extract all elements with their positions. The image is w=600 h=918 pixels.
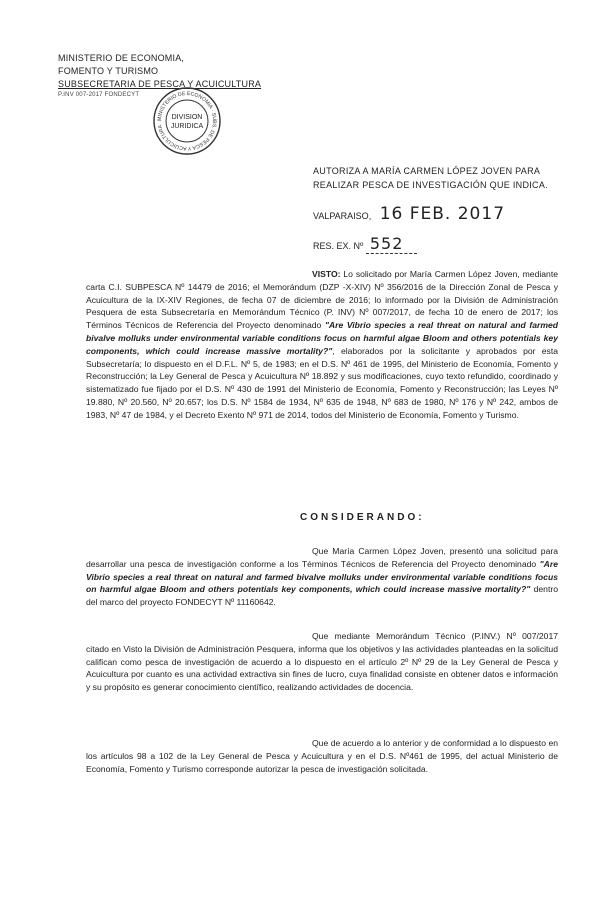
- visto-text-2: , elaborados por la solicitante y aprobados por esta Subsecretaría; lo dispuesto en el D.F.L. Nº 5, de 1983; en el D.S. Nº 461 de 1995, del Ministerio de Economía, Fomento y Reconstrucción; la Ley General de Pesca y Acuicultura Nº 18.892 y sus modificaciones, cuyo texto refundido, coordinado y sistematizado fue fijado por el D.S. Nº 430 de 1991 del Ministerio de Economía, Fomento y Reconstrucción; las Leyes Nº 19.880, Nº 20.560, Nº 20.657; los D.S. Nº 1584 de 1934, Nº 635 de 1948, Nº 683 de 1980, Nº 176 y Nº 242, ambos de 1983, Nº 47 de 1984, y el Decreto Exento Nº 971 de 2014, todos del Ministerio de Economía, Fomento y Turismo.: [86, 345, 558, 420]
- date-line: [313, 204, 505, 224]
- considerando-p1-text-a: Que María Carmen López Joven, presentó una solicitud para desarrollar una pesca de investigación conforme a los Términos Técnicos de Referencia del Proyecto denominado: [86, 546, 558, 569]
- considerando-p3: Que de acuerdo a lo anterior y de conformidad a lo dispuesto en los artículos 98 a 102 de la Ley General de Pesca y Acuicultura y en el D.S. Nº461 de 1995, del actual Ministerio de Economía, Fomento y Turismo corresponde autorizar la pesca de investigación solicitada.: [86, 738, 558, 774]
- date-value: 16 FEB. 2017: [379, 204, 506, 224]
- visto-paragraph: [86, 268, 558, 422]
- visto-project-title: "Are Vibrio species a real threat on natural and farmed bivalve molluks under environmental variable conditions focus on harmful algae Bloom and others potentials key components, which could increase massive mortality?": [86, 320, 559, 356]
- considerando-p1: [86, 545, 558, 609]
- stamp-ring-text: MINISTERIO DE ECONOMIA · SUBS. DE PESCA Y ACUICULTURA: [156, 90, 218, 152]
- resolution-title: AUTORIZA A MARÍA CARMEN LÓPEZ JOVEN PARA REALIZAR PESCA DE INVESTIGACIÓN QUE INDICA.: [313, 166, 548, 190]
- considerando-paragraph-1: [86, 545, 558, 609]
- stamp-center-line2: JURIDICA: [170, 123, 204, 130]
- ministry-name-2: FOMENTO Y TURISMO: [58, 66, 159, 76]
- considerando-paragraph-3: [86, 737, 558, 775]
- date-place: VALPARAISO,: [313, 211, 372, 221]
- visto-text: [86, 268, 558, 422]
- considerando-paragraph-2: [86, 630, 558, 694]
- visto-label: VISTO:: [312, 269, 341, 279]
- ministry-name: MINISTERIO DE ECONOMIA,: [58, 53, 185, 63]
- subsecretariat-name: SUBSECRETARIA DE PESCA Y ACUICULTURA: [58, 79, 262, 89]
- considerando-heading: CONSIDERANDO:: [300, 512, 425, 523]
- considerando-p1-project: "Are Vibrio species a real threat on natural and farmed bivalve molluks under environmental variable conditions focus on harmful algae Bloom and others potentials key components, which could increase massive mortality?": [86, 558, 558, 595]
- considerando-p1-text-b: dentro del marco del proyecto FONDECYT Nº 11160642.: [86, 584, 558, 608]
- resolution-number-line: [313, 234, 417, 253]
- visto-text-1: Lo solicitado por María Carmen López Joven, mediante carta C.I. SUBPESCA Nº 14479 de 2016; el Memorándum (DZP -X-XIV) Nº 356/2016 de la Dirección Zonal de Pesca y Acuicultura de la IX-XIV Regiones, de fecha 07 de diciembre de 2016; lo informado por la División de Administración Pesquera de esta Subsecretaría en Memorándum Técnico (P. INV) Nº 007/2017, de fecha 10 de enero de 2017; los Términos Técnicos de Referencia del Proyecto denominado: [86, 269, 558, 331]
- resolution-number: 552: [366, 234, 418, 254]
- juridical-division-stamp: [152, 86, 222, 156]
- file-reference: P.INV 007-2017 FONDECYT: [58, 92, 140, 98]
- stamp-center-line1: DIVISION: [171, 114, 203, 121]
- considerando-p2: Que mediante Memorándum Técnico (P.INV.) Nº 007/2017 citado en Visto la División de Administración Pesquera, informa que los objetivos y las actividades planteadas en la solicitud califican como pesca de investigación de acuerdo a lo dispuesto en el artículo 2º Nº 29 de la Ley General de Pesca y Acuicultura por cuanto es una actividad extractiva sin fines de lucro, cuya finalidad consiste en obtener datos e información y su propósito es generar conocimiento científico, realizando actividades de docencia.: [86, 631, 558, 693]
- resolution-label: RES. EX. Nº: [313, 241, 364, 251]
